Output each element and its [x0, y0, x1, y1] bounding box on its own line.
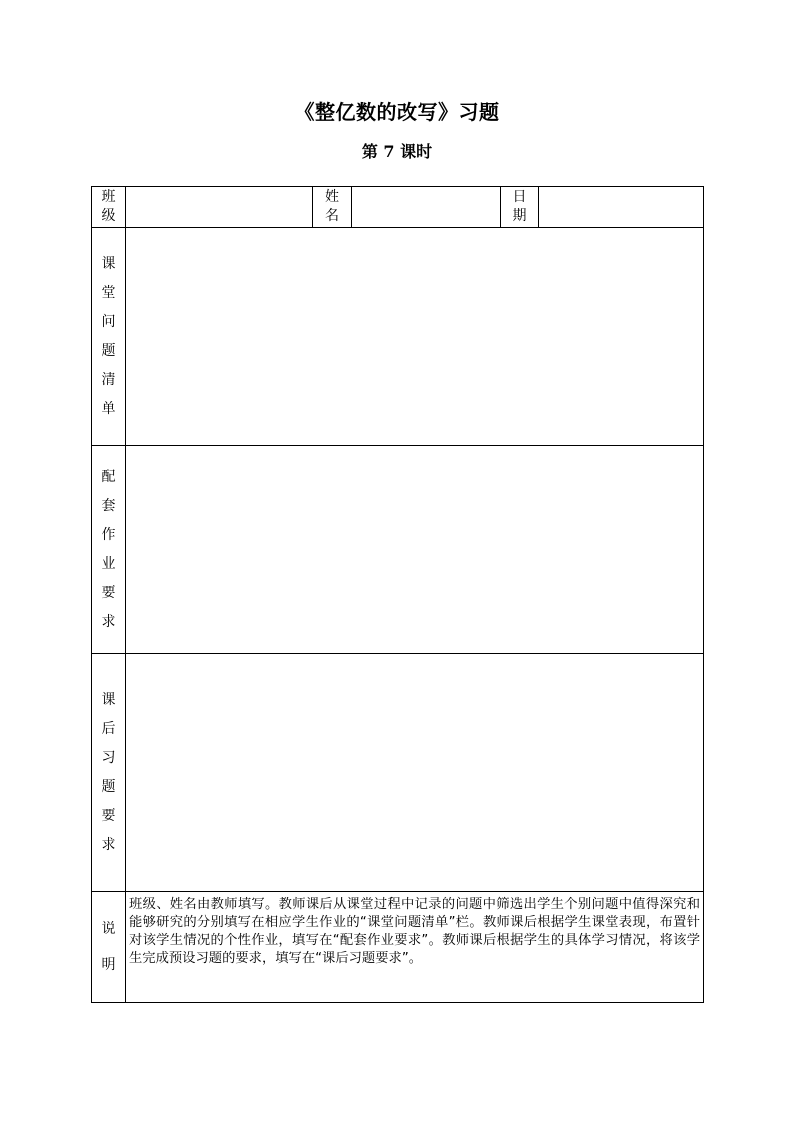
label-char: 问 — [101, 313, 116, 330]
label-char: 后 — [101, 720, 116, 737]
lesson-subtitle: 第 7 课时 — [361, 142, 433, 161]
label-char: 要 — [101, 807, 116, 824]
note-row — [92, 892, 704, 1003]
class-label-char: 班 — [101, 189, 116, 205]
label-char: 求 — [101, 836, 116, 853]
section-row-classroom-questions — [92, 228, 704, 446]
date-label-char: 日 — [512, 189, 527, 205]
section-row-homework-requirements — [92, 446, 704, 654]
label-char: 要 — [101, 584, 116, 601]
label-char: 配 — [101, 468, 116, 485]
label-char: 套 — [101, 497, 116, 514]
class-label-char: 级 — [101, 208, 116, 224]
date-label-char: 期 — [512, 208, 527, 224]
class-field[interactable] — [126, 187, 313, 228]
after-class-exercises-field[interactable] — [126, 654, 704, 892]
label-char: 单 — [101, 400, 116, 417]
document-title: 《整亿数的改写》习题 — [294, 100, 500, 124]
homework-requirements-field[interactable] — [126, 446, 704, 654]
after-class-exercises-label — [92, 654, 126, 892]
label-char: 业 — [101, 555, 116, 572]
name-label-char: 姓 — [325, 189, 339, 205]
label-char: 课 — [101, 691, 116, 708]
label-char: 作 — [101, 526, 116, 543]
section-row-after-class-exercises — [92, 654, 704, 892]
note-text: 班级、姓名由教师填写。教师课后从课堂过程中记录的问题中筛选出学生个别问题中值得深究和能够研究的分别填写在相应学生作业的“课堂问题清单”栏。教师课后根据学生课堂表现，布置针对该学生情况的个性作业，填写在“配套作业要求”。教师课后根据学生的具体学习情况，将该学生完成预设习题的要求，填写在“课后习题要求”。 — [126, 892, 704, 1003]
label-char: 题 — [101, 342, 116, 359]
label-char: 堂 — [101, 284, 116, 301]
label-char: 求 — [101, 613, 116, 630]
date-label — [501, 187, 539, 228]
worksheet-table — [91, 186, 704, 1003]
info-row — [92, 187, 704, 228]
homework-requirements-label — [92, 446, 126, 654]
label-char: 课 — [101, 255, 116, 272]
label-char: 习 — [101, 749, 116, 766]
date-field[interactable] — [539, 187, 704, 228]
class-label — [92, 187, 126, 228]
label-char: 明 — [101, 957, 116, 973]
name-field[interactable] — [352, 187, 501, 228]
classroom-questions-field[interactable] — [126, 228, 704, 446]
label-char: 清 — [101, 371, 116, 388]
note-label — [92, 892, 126, 1003]
name-label-char: 名 — [325, 208, 339, 224]
label-char: 说 — [101, 921, 116, 937]
label-char: 题 — [101, 778, 116, 795]
classroom-questions-label — [92, 228, 126, 446]
name-label — [313, 187, 352, 228]
